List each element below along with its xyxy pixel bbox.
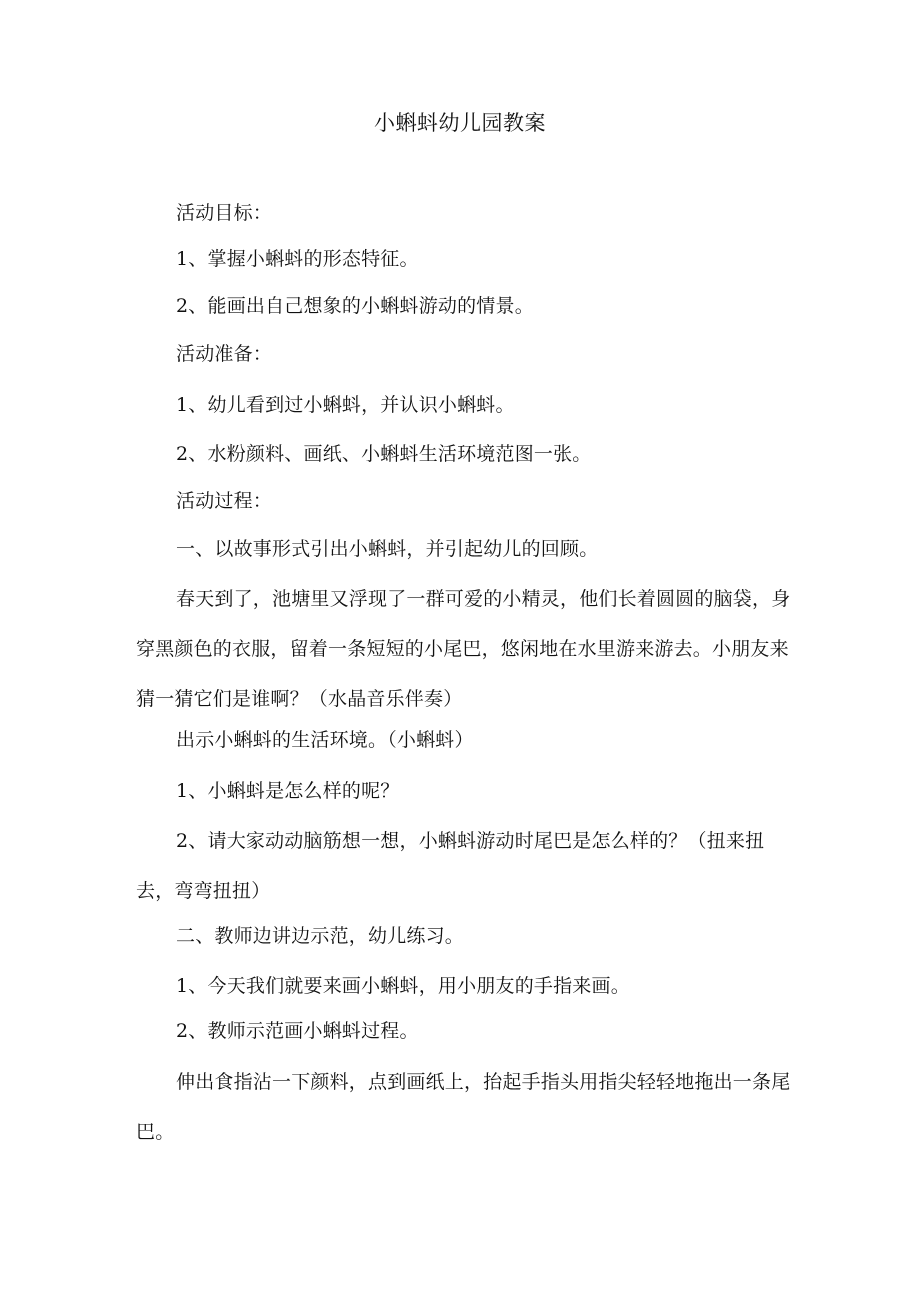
- paragraph-story: 春天到了，池塘里又浮现了一群可爱的小精灵，他们长着圆圆的脑袋，身穿黑颜色的衣服，留着一条短短的小尾巴，悠闲地在水里游来游去。小朋友来猜一猜它们是谁啊？（水晶音乐伴奏）: [136, 588, 791, 710]
- paragraph-draw-1: 1、今天我们就要来画小蝌蚪，用小朋友的手指来画。: [176, 975, 630, 997]
- paragraph-step-one: 一、以故事形式引出小蝌蚪，并引起幼儿的回顾。: [176, 538, 599, 560]
- paragraph-prep-heading: 活动准备：: [176, 343, 273, 365]
- paragraph-goal-2: 2、能画出自己想象的小蝌蚪游动的情景。: [176, 295, 534, 317]
- paragraph-question-2: 2、请大家动动脑筋想一想，小蝌蚪游动时尾巴是怎么样的？（扭来扭去，弯弯扭扭）: [136, 830, 765, 902]
- paragraph-show-environment: 出示小蝌蚪的生活环境。（小蝌蚪）: [176, 729, 474, 751]
- paragraph-draw-2: 2、教师示范画小蝌蚪过程。: [176, 1020, 419, 1042]
- paragraph-goal-1: 1、掌握小蝌蚪的形态特征。: [176, 248, 419, 270]
- paragraph-goal-heading: 活动目标：: [176, 202, 273, 224]
- paragraph-step-two: 二、教师边讲边示范，幼儿练习。: [176, 925, 465, 947]
- paragraph-draw-method: 伸出食指沾一下颜料，点到画纸上，抬起手指头用指尖轻轻地拖出一条尾巴。: [136, 1071, 791, 1143]
- paragraph-question-1: 1、小蝌蚪是怎么样的呢？: [176, 780, 400, 802]
- paragraph-prep-2: 2、水粉颜料、画纸、小蝌蚪生活环境范图一张。: [176, 443, 592, 465]
- document-title: 小蝌蚪幼儿园教案: [374, 111, 546, 135]
- paragraph-process-heading: 活动过程：: [176, 490, 273, 512]
- paragraph-prep-1: 1、幼儿看到过小蝌蚪，并认识小蝌蚪。: [176, 394, 515, 416]
